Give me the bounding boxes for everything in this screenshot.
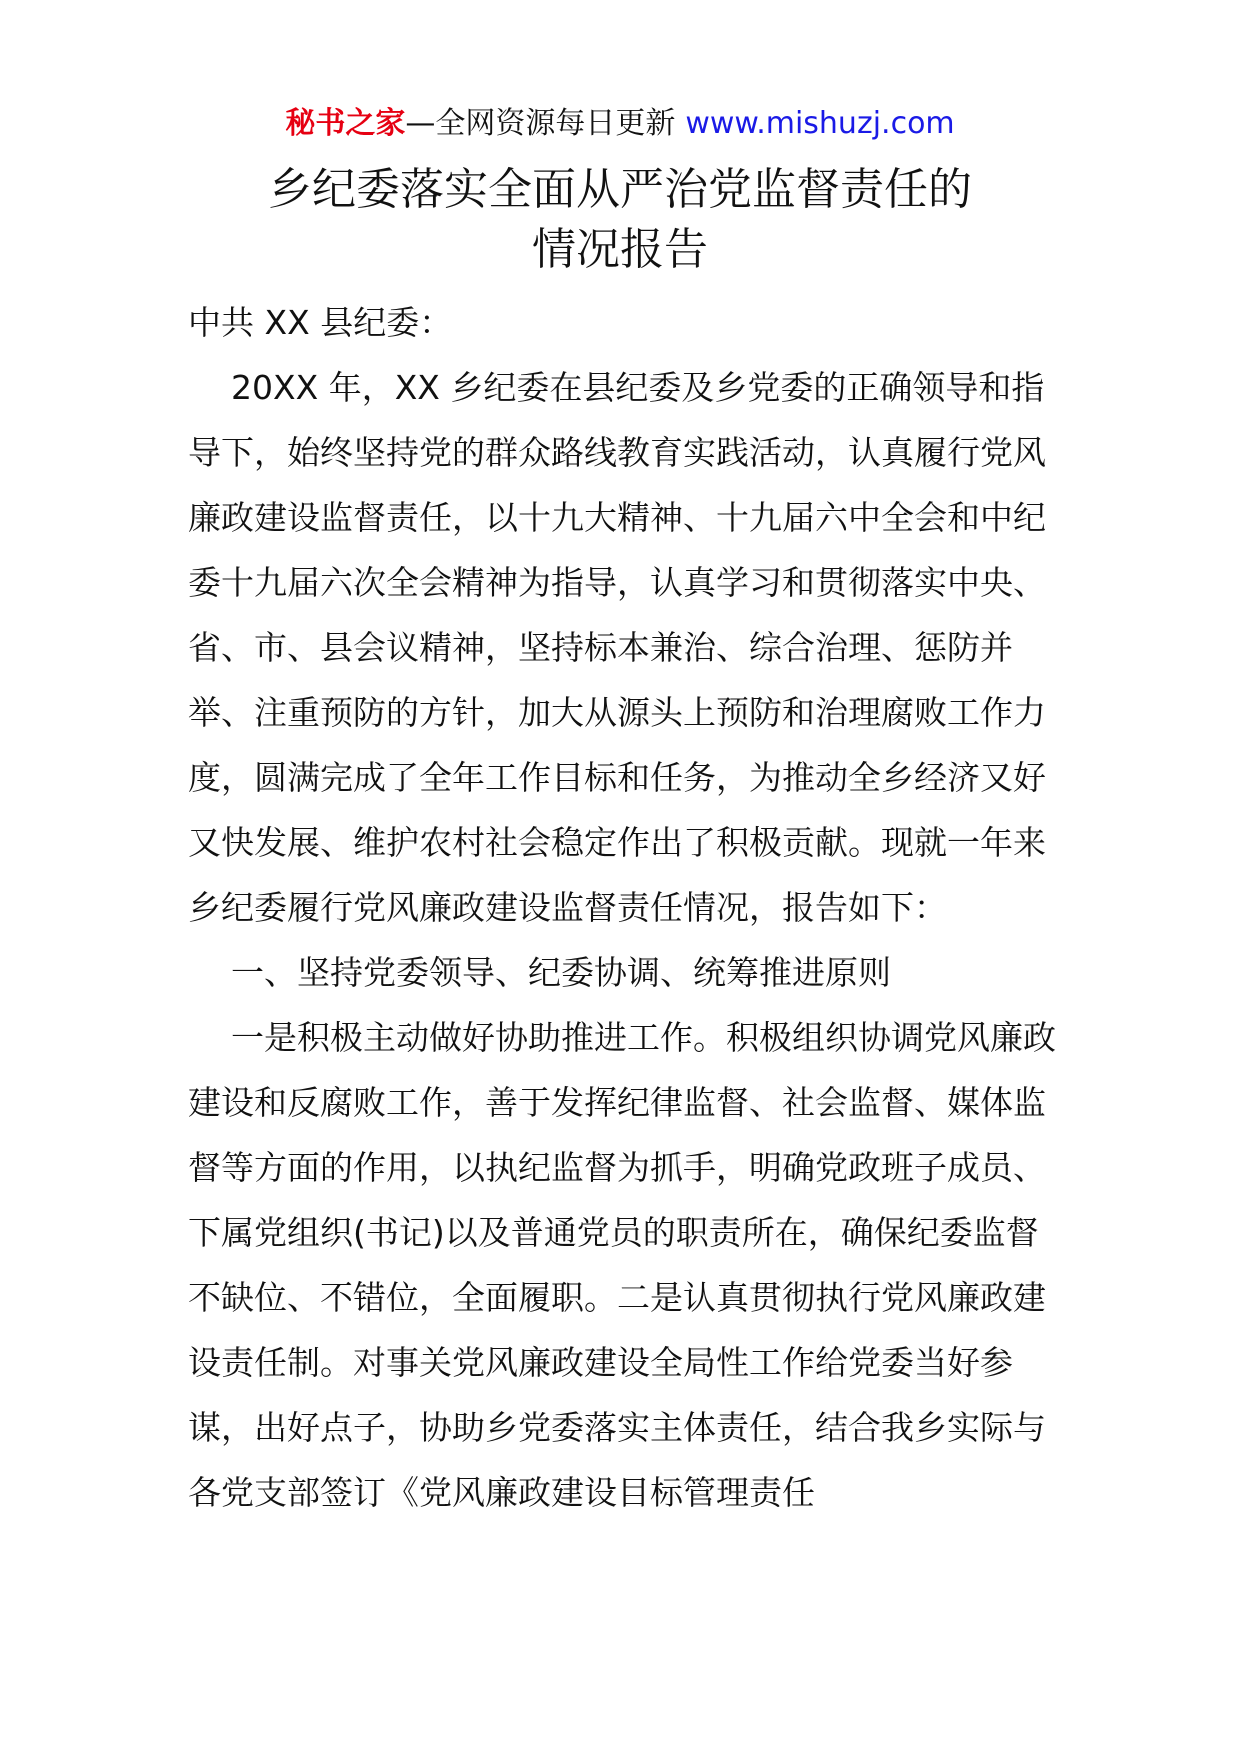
brand-name: 秘书之家 [285,106,406,141]
paragraph-section-1: 一是积极主动做好协助推进工作。积极组织协调党风廉政建设和反腐败工作，善于发挥纪律监督、社会监督、媒体监督等方面的作用，以执纪监督为抓手，明确党政班子成员、下属党组织(书记)以及普通党员的职责所在，确保纪委监督不缺位、不错位，全面履职。二是认真贯彻执行党风廉政建设责任制。对事关党风廉政建设全局性工作给党委当好参谋，出好点子，协助乡党委落实主体责任，结合我乡实际与各党支部签订《党风廉政建设目标管理责任 [188,1018,1056,1512]
page-header [0,102,1240,146]
section-heading-1: 一、坚持党委领导、纪委协调、统筹推进原则 [231,953,891,992]
header-tagline: —全网资源每日更新 [405,106,676,141]
document-title [0,160,1240,280]
title-line-2: 情况报告 [532,224,708,275]
header-url-link[interactable]: www.mishuzj.com [685,106,955,141]
salutation: 中共 XX 县纪委： [188,303,453,342]
document-body [188,290,1058,1525]
title-line-1: 乡纪委落实全面从严治党监督责任的 [268,164,972,215]
paragraph-intro: 20XX 年，XX 乡纪委在县纪委及乡党委的正确领导和指导下，始终坚持党的群众路线教育实践活动，认真履行党风廉政建设监督责任，以十九大精神、十九届六中全会和中纪委十九届六次全会精神为指导，认真学习和贯彻落实中央、省、市、县会议精神，坚持标本兼治、综合治理、惩防并举、注重预防的方针，加大从源头上预防和治理腐败工作力度，圆满完成了全年工作目标和任务，为推动全乡经济又好又快发展、维护农村社会稳定作出了积极贡献。现就一年来乡纪委履行党风廉政建设监督责任情况，报告如下： [188,368,1046,927]
